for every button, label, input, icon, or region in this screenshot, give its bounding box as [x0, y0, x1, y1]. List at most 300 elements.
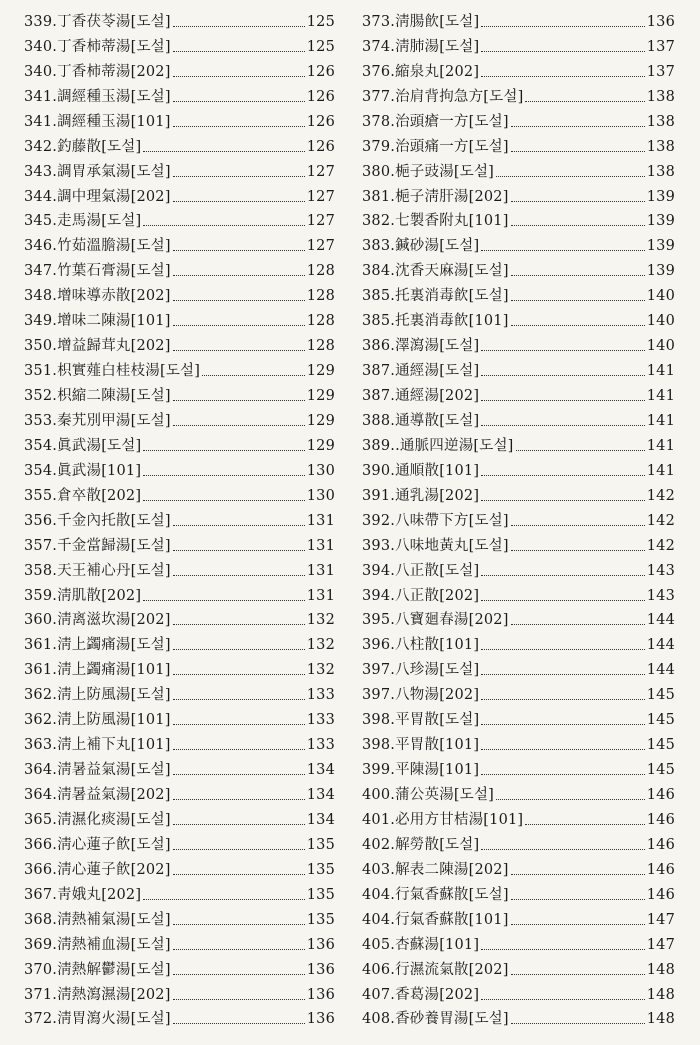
- entry-title: 治頭瘡一方[도설]: [395, 113, 509, 130]
- entry-page-number: 132: [306, 662, 335, 679]
- dot-leader: [173, 949, 305, 950]
- dot-leader: [481, 674, 644, 675]
- dot-leader: [481, 500, 645, 501]
- entry-number: 357.: [24, 537, 58, 554]
- index-entry: [24, 956, 335, 981]
- dot-leader: [173, 275, 305, 276]
- index-entry: [24, 108, 335, 133]
- entry-page-number: 131: [306, 512, 335, 529]
- dot-leader: [173, 874, 305, 875]
- entry-title: 沈香天麻湯[도설]: [395, 263, 509, 280]
- entry-page-number: 140: [646, 288, 675, 305]
- index-entry: [24, 582, 335, 607]
- entry-title: 平胃散[도설]: [395, 712, 480, 729]
- entry-title: 淸暑益氣湯[도설]: [57, 762, 171, 779]
- index-entry: [362, 956, 675, 981]
- entry-title: 淸熱補血湯[도설]: [57, 936, 171, 953]
- index-entry: [24, 557, 335, 582]
- entry-page-number: 142: [646, 512, 675, 529]
- entry-page-number: 140: [646, 338, 675, 355]
- dot-leader: [173, 674, 305, 675]
- entry-page-number: 138: [646, 163, 675, 180]
- entry-number: 381.: [362, 188, 396, 205]
- entry-page-number: 144: [646, 662, 675, 679]
- entry-title: 靑娥丸[202]: [57, 886, 142, 903]
- dot-leader: [143, 500, 305, 501]
- entry-number: 400.: [362, 787, 396, 803]
- entry-page-number: 136: [306, 936, 335, 953]
- entry-title: 調經種玉湯[101]: [57, 113, 171, 130]
- entry-number: 374.: [362, 38, 396, 55]
- dot-leader: [481, 76, 645, 77]
- entry-title: 平胃散[101]: [395, 737, 480, 754]
- entry-page-number: 145: [646, 762, 675, 779]
- index-entry: [362, 482, 675, 507]
- index-entry: [24, 183, 335, 208]
- index-entry: [362, 631, 675, 656]
- entry-title: 通乳湯[202]: [395, 487, 480, 504]
- index-entry: [24, 8, 335, 33]
- entry-number: 347.: [24, 263, 58, 280]
- index-entry: [24, 1006, 335, 1031]
- entry-number: 343.: [24, 163, 58, 180]
- entry-title: 丁香柿蒂湯[도설]: [57, 38, 171, 55]
- entry-page-number: 146: [646, 861, 675, 878]
- dot-leader: [511, 1023, 645, 1024]
- dot-leader: [173, 799, 305, 800]
- entry-number: 364.: [24, 762, 58, 779]
- entry-title: 通順散[101]: [395, 462, 480, 479]
- entry-page-number: 136: [306, 961, 335, 978]
- entry-page-number: 129: [306, 412, 335, 429]
- dot-leader: [173, 774, 305, 775]
- entry-page-number: 139: [646, 263, 675, 280]
- entry-page-number: 136: [646, 13, 675, 30]
- entry-title: 通導散[도설]: [395, 412, 480, 429]
- dot-leader: [511, 325, 645, 326]
- entry-title: 調中理氣湯[202]: [57, 188, 171, 205]
- entry-number: 386.: [362, 338, 396, 355]
- entry-number: 353.: [24, 412, 58, 429]
- dot-leader: [496, 799, 645, 800]
- index-entry: [362, 83, 675, 108]
- dot-leader: [511, 974, 645, 975]
- entry-page-number: 145: [646, 737, 675, 754]
- entry-number: 388.: [362, 412, 396, 429]
- entry-number: 383.: [362, 238, 396, 255]
- index-entry: [362, 806, 675, 831]
- entry-page-number: 148: [646, 1011, 675, 1028]
- index-entry: [362, 232, 675, 257]
- index-entry: [362, 781, 675, 806]
- entry-number: 401.: [362, 811, 396, 828]
- entry-number: 398.: [362, 712, 396, 729]
- entry-page-number: 147: [646, 911, 675, 928]
- entry-page-number: 146: [646, 811, 675, 828]
- dot-leader: [143, 475, 305, 476]
- index-entry: [362, 532, 675, 557]
- index-entry: [24, 158, 335, 183]
- entry-page-number: 142: [646, 487, 675, 504]
- dot-leader: [173, 425, 305, 426]
- dot-leader: [481, 649, 645, 650]
- entry-page-number: 135: [306, 911, 335, 928]
- dot-leader: [481, 350, 644, 351]
- dot-leader: [173, 325, 305, 326]
- entry-title: 釣藤散[도설]: [57, 138, 142, 155]
- dot-leader: [481, 51, 644, 52]
- dot-leader: [173, 824, 305, 825]
- entry-page-number: 145: [646, 687, 675, 704]
- entry-number: 405.: [362, 936, 396, 953]
- dot-leader: [143, 600, 305, 601]
- index-entry: [362, 108, 675, 133]
- dot-leader: [481, 774, 645, 775]
- entry-number: 346.: [24, 238, 58, 255]
- index-entry: [362, 33, 675, 58]
- entry-page-number: 133: [306, 687, 335, 704]
- entry-page-number: 146: [646, 886, 675, 903]
- entry-title: 八物湯[202]: [395, 687, 480, 704]
- index-entry: [24, 407, 335, 432]
- entry-title: 淸上蠲痛湯[도설]: [57, 637, 171, 654]
- entry-title: 倉卒散[202]: [57, 487, 142, 504]
- index-entry: [362, 357, 675, 382]
- entry-page-number: 141: [646, 462, 675, 479]
- entry-title: 八寶廻春湯[202]: [395, 612, 509, 629]
- entry-title: 增味導赤散[202]: [57, 288, 171, 305]
- entry-page-number: 131: [306, 587, 335, 604]
- dot-leader: [143, 450, 304, 451]
- entry-number: 344.: [24, 188, 58, 205]
- entry-title: 梔子淸肝湯[202]: [395, 188, 509, 205]
- index-entry: [24, 906, 335, 931]
- dot-leader: [173, 300, 305, 301]
- entry-number: 370.: [24, 961, 58, 978]
- index-entry: [362, 332, 675, 357]
- dot-leader: [173, 201, 305, 202]
- entry-number: 348.: [24, 288, 58, 305]
- entry-title: 淸心蓮子飮[도설]: [57, 836, 171, 853]
- entry-number: 394.: [362, 562, 396, 579]
- entry-page-number: 126: [306, 113, 335, 130]
- entry-page-number: 129: [306, 437, 335, 454]
- entry-page-number: 144: [646, 612, 675, 629]
- entry-number: 385.: [362, 313, 396, 330]
- index-entry: [362, 432, 675, 457]
- entry-number: 341.: [24, 113, 58, 130]
- index-entry: [24, 532, 335, 557]
- index-entry: [24, 756, 335, 781]
- entry-number: 398.: [362, 737, 396, 754]
- index-entry: [24, 881, 335, 906]
- index-entry: [24, 33, 335, 58]
- entry-title: 淸上補下丸[101]: [57, 737, 171, 754]
- entry-page-number: 128: [306, 288, 335, 305]
- entry-title: 澤瀉湯[도설]: [395, 338, 480, 355]
- dot-leader: [511, 550, 645, 551]
- dot-leader: [173, 1023, 305, 1024]
- entry-title: 治頭痛一方[도설]: [395, 138, 509, 155]
- dot-leader: [173, 999, 305, 1000]
- entry-number: 391.: [362, 487, 396, 504]
- entry-title: 平陳湯[101]: [395, 762, 480, 779]
- dot-leader: [511, 201, 645, 202]
- entry-page-number: 126: [306, 88, 335, 105]
- entry-title: 八正散[도설]: [395, 562, 480, 579]
- entry-page-number: 141: [646, 412, 675, 429]
- entry-page-number: 132: [306, 637, 335, 654]
- entry-number: 366.: [24, 861, 58, 878]
- entry-number: 369.: [24, 936, 58, 953]
- entry-page-number: 132: [306, 612, 335, 629]
- entry-number: 363.: [24, 737, 58, 754]
- dot-leader: [511, 126, 645, 127]
- entry-title: 鍼砂湯[도설]: [395, 238, 480, 255]
- entry-page-number: 143: [646, 587, 675, 604]
- dot-leader: [173, 550, 305, 551]
- dot-leader: [173, 849, 305, 850]
- dot-leader: [173, 250, 305, 251]
- index-entry: [362, 158, 675, 183]
- dot-leader: [481, 250, 644, 251]
- entry-title: 調經種玉湯[도설]: [57, 88, 171, 105]
- index-entry: [24, 631, 335, 656]
- index-entry: [24, 607, 335, 632]
- entry-title: 淸胃瀉火湯[도설]: [57, 1011, 171, 1028]
- entry-title: 托裏消毒飮[도설]: [395, 288, 509, 305]
- entry-title: 淸熱解鬱湯[도설]: [57, 961, 171, 978]
- entry-number: 397.: [362, 662, 396, 679]
- dot-leader: [511, 874, 645, 875]
- entry-page-number: 125: [306, 38, 335, 55]
- index-entry: [362, 407, 675, 432]
- entry-number: 354.: [24, 462, 58, 479]
- entry-number: 355.: [24, 487, 58, 504]
- index-entry: [24, 781, 335, 806]
- dot-leader: [173, 176, 305, 177]
- index-entry: [362, 582, 675, 607]
- entry-page-number: 135: [306, 886, 335, 903]
- entry-page-number: 138: [646, 88, 675, 105]
- entry-number: 373.: [362, 13, 396, 30]
- entry-title: 香葛湯[202]: [395, 986, 480, 1003]
- index-entry: [24, 856, 335, 881]
- dot-leader: [516, 450, 645, 451]
- entry-number: 406.: [362, 961, 396, 978]
- entry-number: 407.: [362, 986, 396, 1003]
- index-entry: [24, 332, 335, 357]
- index-entry: [24, 457, 335, 482]
- entry-number: 360.: [24, 612, 58, 629]
- entry-number: 387.: [362, 363, 396, 380]
- entry-number: 366.: [24, 836, 58, 853]
- index-entry: [24, 656, 335, 681]
- index-entry: [362, 457, 675, 482]
- entry-title: 治肩背拘急方[도설]: [395, 88, 524, 105]
- entry-title: 丁香茯苓湯[도설]: [57, 13, 171, 30]
- index-entry: [362, 507, 675, 532]
- entry-number: 395.: [362, 612, 396, 629]
- entry-number: 362.: [24, 712, 58, 729]
- dot-leader: [173, 724, 305, 725]
- entry-page-number: 138: [646, 113, 675, 130]
- index-entry: [362, 881, 675, 906]
- entry-title: 丁香柿蒂湯[202]: [57, 63, 171, 80]
- entry-title: 行氣香蘇散[101]: [395, 911, 509, 928]
- dot-leader: [511, 275, 645, 276]
- entry-number: 399.: [362, 762, 396, 779]
- index-entry: [362, 931, 675, 956]
- dot-leader: [173, 649, 305, 650]
- entry-number: 341.: [24, 88, 58, 105]
- entry-title: 竹葉石膏湯[도설]: [57, 263, 171, 280]
- entry-page-number: 125: [306, 13, 335, 30]
- entry-title: 通經湯[도설]: [395, 363, 480, 380]
- entry-number: 351.: [24, 363, 58, 380]
- entry-title: .通脈四逆湯[도설]: [395, 437, 514, 454]
- index-entry: [362, 706, 675, 731]
- entry-page-number: 127: [306, 188, 335, 205]
- entry-title: 千金內托散[도설]: [57, 512, 171, 529]
- entry-page-number: 137: [646, 63, 675, 80]
- entry-number: 372.: [24, 1011, 58, 1028]
- dot-leader: [173, 974, 305, 975]
- entry-page-number: 130: [306, 487, 335, 504]
- entry-page-number: 127: [306, 163, 335, 180]
- entry-title: 淸熱瀉濕湯[202]: [57, 986, 171, 1003]
- dot-leader: [481, 26, 644, 27]
- entry-number: 393.: [362, 537, 396, 554]
- index-entry: [24, 681, 335, 706]
- index-entry: [24, 208, 335, 233]
- dot-leader: [481, 999, 645, 1000]
- dot-leader: [173, 400, 305, 401]
- entry-page-number: 139: [646, 213, 675, 230]
- dot-leader: [481, 849, 644, 850]
- entry-number: 404.: [362, 886, 396, 903]
- dot-leader: [525, 824, 644, 825]
- entry-title: 天王補心丹[도설]: [57, 562, 171, 579]
- dot-leader: [143, 151, 304, 152]
- entry-number: 358.: [24, 562, 58, 579]
- index-entry: [362, 756, 675, 781]
- entry-page-number: 135: [306, 861, 335, 878]
- entry-page-number: 126: [306, 63, 335, 80]
- entry-page-number: 146: [646, 836, 675, 853]
- index-entry: [24, 806, 335, 831]
- index-entry: [24, 257, 335, 282]
- left-column: [24, 8, 335, 1030]
- entry-number: 408.: [362, 1011, 396, 1028]
- entry-title: 縮泉丸[202]: [395, 63, 480, 80]
- entry-title: 七製香附丸[101]: [395, 213, 509, 230]
- entry-number: 364.: [24, 787, 58, 803]
- entry-page-number: 128: [306, 263, 335, 280]
- entry-title: 淸腸飮[도설]: [395, 13, 480, 30]
- entry-page-number: 140: [646, 313, 675, 330]
- dot-leader: [481, 475, 645, 476]
- entry-number: 342.: [24, 138, 58, 155]
- entry-title: 杏蘇湯[101]: [395, 936, 480, 953]
- index-entry: [24, 307, 335, 332]
- index-entry: [362, 731, 675, 756]
- entry-number: 404.: [362, 911, 396, 928]
- dot-leader: [173, 26, 305, 27]
- entry-number: 361.: [24, 637, 58, 654]
- entry-title: 解勞散[도설]: [395, 836, 480, 853]
- entry-page-number: 144: [646, 637, 675, 654]
- index-entry: [24, 981, 335, 1006]
- index-entry: [24, 282, 335, 307]
- entry-number: 368.: [24, 911, 58, 928]
- index-entry: [24, 731, 335, 756]
- entry-page-number: 127: [306, 238, 335, 255]
- index-entry: [24, 133, 335, 158]
- entry-page-number: 143: [646, 562, 675, 579]
- entry-page-number: 134: [306, 787, 335, 803]
- entry-page-number: 148: [646, 986, 675, 1003]
- entry-page-number: 129: [306, 363, 335, 380]
- entry-title: 眞武湯[도설]: [57, 437, 142, 454]
- entry-title: 八味地黃丸[도설]: [395, 537, 509, 554]
- entry-page-number: 133: [306, 712, 335, 729]
- dot-leader: [511, 151, 645, 152]
- entry-number: 402.: [362, 836, 396, 853]
- entry-number: 403.: [362, 861, 396, 878]
- index-entry: [362, 656, 675, 681]
- index-entry: [362, 681, 675, 706]
- dot-leader: [173, 525, 305, 526]
- dot-leader: [525, 101, 644, 102]
- entry-page-number: 128: [306, 338, 335, 355]
- index-entry: [24, 232, 335, 257]
- dot-leader: [173, 699, 305, 700]
- right-column: [362, 8, 675, 1030]
- entry-number: 365.: [24, 811, 58, 828]
- entry-number: 382.: [362, 213, 396, 230]
- entry-title: 淸心蓮子飮[202]: [57, 861, 171, 878]
- index-entry: [24, 58, 335, 83]
- entry-number: 377.: [362, 88, 396, 105]
- entry-title: 秦艽別甲湯[도설]: [57, 412, 171, 429]
- dot-leader: [173, 624, 305, 625]
- entry-number: 385.: [362, 288, 396, 305]
- entry-page-number: 130: [306, 462, 335, 479]
- entry-page-number: 142: [646, 537, 675, 554]
- index-entry: [24, 432, 335, 457]
- dot-leader: [143, 225, 304, 226]
- entry-title: 千金當歸湯[도설]: [57, 537, 171, 554]
- entry-title: 增味二陳湯[101]: [57, 313, 171, 330]
- entry-number: 356.: [24, 512, 58, 529]
- entry-title: 淸上防風湯[도설]: [57, 687, 171, 704]
- dot-leader: [173, 749, 305, 750]
- entry-title: 增益歸茸丸[202]: [57, 338, 171, 355]
- entry-title: 竹茹溫膽湯[도설]: [57, 238, 171, 255]
- index-entry: [24, 357, 335, 382]
- entry-number: 397.: [362, 687, 396, 704]
- index-entry: [362, 307, 675, 332]
- index-entry: [362, 8, 675, 33]
- entry-title: 枳縮二陳湯[도설]: [57, 388, 171, 404]
- index-entry: [24, 83, 335, 108]
- entry-number: 345.: [24, 213, 58, 230]
- entry-title: 八味帶下方[도설]: [395, 512, 509, 529]
- entry-title: 托裏消毒飮[101]: [395, 313, 509, 330]
- index-entry: [362, 1006, 675, 1031]
- index-entry: [24, 382, 335, 407]
